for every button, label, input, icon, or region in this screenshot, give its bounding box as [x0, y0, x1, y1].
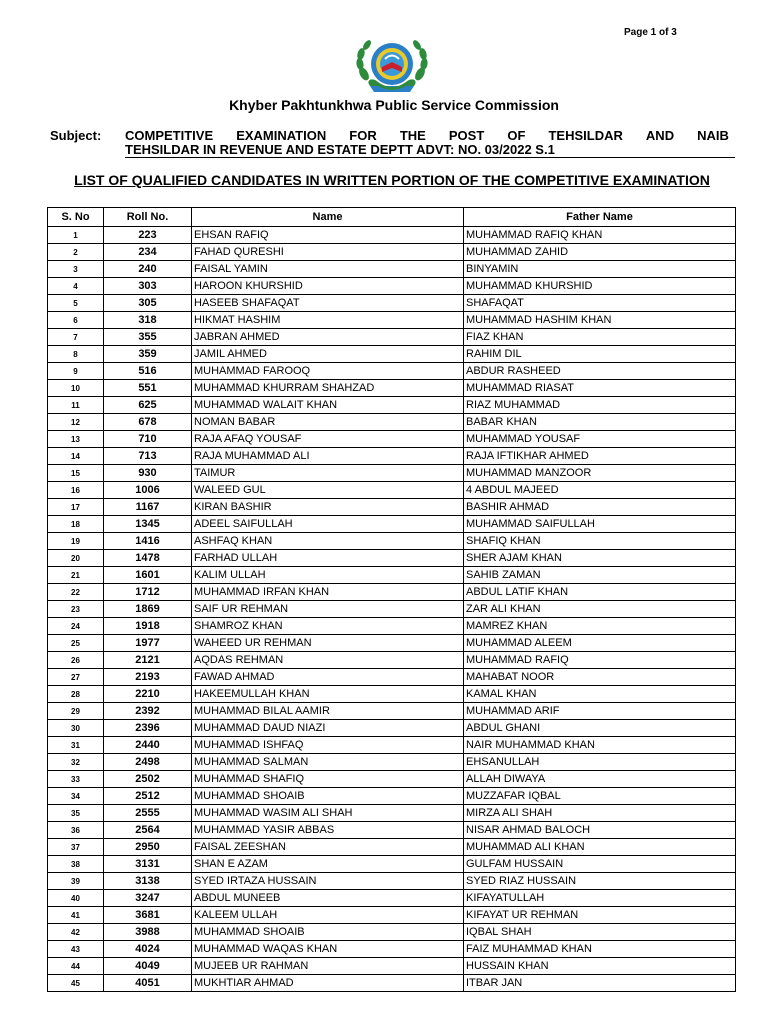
cell-father-name: GULFAM HUSSAIN [464, 856, 736, 873]
cell-sno: 37 [48, 839, 104, 856]
cell-roll-no: 4049 [104, 958, 192, 975]
cell-father-name: SHAFIQ KHAN [464, 533, 736, 550]
cell-sno: 34 [48, 788, 104, 805]
table-row [48, 431, 736, 448]
cell-roll-no: 516 [104, 363, 192, 380]
cell-roll-no: 1977 [104, 635, 192, 652]
cell-father-name: IQBAL SHAH [464, 924, 736, 941]
cell-father-name: KIFAYATULLAH [464, 890, 736, 907]
cell-sno: 19 [48, 533, 104, 550]
commission-name: Khyber Pakhtunkhwa Public Service Commission [229, 97, 559, 113]
cell-roll-no: 318 [104, 312, 192, 329]
cell-name: MUHAMMAD SHOAIB [192, 924, 464, 941]
cell-sno: 13 [48, 431, 104, 448]
column-header-sno: S. No [48, 208, 104, 227]
cell-roll-no: 303 [104, 278, 192, 295]
cell-sno: 32 [48, 754, 104, 771]
cell-sno: 1 [48, 227, 104, 244]
cell-roll-no: 2502 [104, 771, 192, 788]
column-header-name: Name [192, 208, 464, 227]
cell-father-name: HUSSAIN KHAN [464, 958, 736, 975]
subject-word: OF [507, 128, 526, 143]
table-row [48, 890, 736, 907]
cell-sno: 27 [48, 669, 104, 686]
cell-father-name: MUHAMMAD YOUSAF [464, 431, 736, 448]
column-header-father: Father Name [464, 208, 736, 227]
cell-name: MUHAMMAD ISHFAQ [192, 737, 464, 754]
cell-roll-no: 625 [104, 397, 192, 414]
cell-sno: 5 [48, 295, 104, 312]
cell-father-name: BINYAMIN [464, 261, 736, 278]
subject-word: EXAMINATION [236, 128, 327, 143]
cell-sno: 17 [48, 499, 104, 516]
cell-name: MUJEEB UR RAHMAN [192, 958, 464, 975]
cell-roll-no: 551 [104, 380, 192, 397]
cell-name: WAHEED UR REHMAN [192, 635, 464, 652]
table-row [48, 346, 736, 363]
cell-name: JABRAN AHMED [192, 329, 464, 346]
subject-word: FOR [349, 128, 377, 143]
cell-father-name: RAHIM DIL [464, 346, 736, 363]
cell-roll-no: 359 [104, 346, 192, 363]
cell-name: ASHFAQ KHAN [192, 533, 464, 550]
table-row [48, 771, 736, 788]
cell-sno: 23 [48, 601, 104, 618]
table-row [48, 516, 736, 533]
cell-father-name: BASHIR AHMAD [464, 499, 736, 516]
cell-name: KALIM ULLAH [192, 567, 464, 584]
cell-name: FAISAL YAMIN [192, 261, 464, 278]
cell-father-name: MUHAMMAD RAFIQ KHAN [464, 227, 736, 244]
table-row [48, 499, 736, 516]
cell-sno: 6 [48, 312, 104, 329]
cell-father-name: NAIR MUHAMMAD KHAN [464, 737, 736, 754]
table-row [48, 414, 736, 431]
cell-sno: 2 [48, 244, 104, 261]
cell-name: RAJA AFAQ YOUSAF [192, 431, 464, 448]
cell-roll-no: 930 [104, 465, 192, 482]
subject-word: AND [645, 128, 675, 143]
table-row [48, 380, 736, 397]
cell-name: TAIMUR [192, 465, 464, 482]
cell-sno: 38 [48, 856, 104, 873]
subject-label: Subject: [50, 128, 102, 143]
cell-roll-no: 1712 [104, 584, 192, 601]
cell-name: FAWAD AHMAD [192, 669, 464, 686]
cell-name: ABDUL MUNEEB [192, 890, 464, 907]
table-row [48, 312, 736, 329]
cell-name: WALEED GUL [192, 482, 464, 499]
table-row [48, 805, 736, 822]
table-row [48, 737, 736, 754]
table-row [48, 907, 736, 924]
cell-father-name: MUHAMMAD RAFIQ [464, 652, 736, 669]
table-row [48, 686, 736, 703]
cell-father-name: SHAFAQAT [464, 295, 736, 312]
cell-father-name: MUHAMMAD MANZOOR [464, 465, 736, 482]
cell-sno: 24 [48, 618, 104, 635]
table-row [48, 635, 736, 652]
cell-father-name: MAMREZ KHAN [464, 618, 736, 635]
cell-sno: 25 [48, 635, 104, 652]
table-row [48, 601, 736, 618]
cell-roll-no: 2392 [104, 703, 192, 720]
cell-name: SHAMROZ KHAN [192, 618, 464, 635]
cell-name: MUHAMMAD WALAIT KHAN [192, 397, 464, 414]
cell-father-name: BABAR KHAN [464, 414, 736, 431]
cell-sno: 20 [48, 550, 104, 567]
cell-father-name: SAHIB ZAMAN [464, 567, 736, 584]
cell-father-name: MAHABAT NOOR [464, 669, 736, 686]
cell-name: MUHAMMAD IRFAN KHAN [192, 584, 464, 601]
cell-sno: 7 [48, 329, 104, 346]
cell-sno: 4 [48, 278, 104, 295]
cell-father-name: MUHAMMAD ALEEM [464, 635, 736, 652]
kppsc-logo [352, 34, 432, 96]
cell-father-name: MUHAMMAD ZAHID [464, 244, 736, 261]
cell-roll-no: 1416 [104, 533, 192, 550]
cell-roll-no: 2193 [104, 669, 192, 686]
cell-roll-no: 234 [104, 244, 192, 261]
cell-sno: 28 [48, 686, 104, 703]
cell-name: FAISAL ZEESHAN [192, 839, 464, 856]
cell-roll-no: 240 [104, 261, 192, 278]
table-row [48, 652, 736, 669]
cell-roll-no: 678 [104, 414, 192, 431]
subject-line-1 [125, 128, 729, 143]
cell-father-name: ZAR ALI KHAN [464, 601, 736, 618]
cell-name: KIRAN BASHIR [192, 499, 464, 516]
table-row [48, 873, 736, 890]
subject-line-2: TEHSILDAR IN REVENUE AND ESTATE DEPTT ADVT: NO. 03/2022 S.1 [125, 143, 735, 158]
cell-roll-no: 1006 [104, 482, 192, 499]
cell-roll-no: 2564 [104, 822, 192, 839]
table-row [48, 329, 736, 346]
table-row [48, 975, 736, 992]
table-row [48, 584, 736, 601]
cell-father-name: FAIZ MUHAMMAD KHAN [464, 941, 736, 958]
cell-roll-no: 710 [104, 431, 192, 448]
cell-father-name: FIAZ KHAN [464, 329, 736, 346]
cell-name: AQDAS REHMAN [192, 652, 464, 669]
cell-name: MUKHTIAR AHMAD [192, 975, 464, 992]
cell-name: MUHAMMAD KHURRAM SHAHZAD [192, 380, 464, 397]
cell-sno: 43 [48, 941, 104, 958]
cell-roll-no: 1601 [104, 567, 192, 584]
cell-roll-no: 3681 [104, 907, 192, 924]
cell-sno: 9 [48, 363, 104, 380]
cell-roll-no: 2396 [104, 720, 192, 737]
cell-sno: 21 [48, 567, 104, 584]
cell-sno: 42 [48, 924, 104, 941]
cell-father-name: NISAR AHMAD BALOCH [464, 822, 736, 839]
cell-roll-no: 355 [104, 329, 192, 346]
table-row [48, 839, 736, 856]
cell-sno: 16 [48, 482, 104, 499]
cell-father-name: MUHAMMAD ARIF [464, 703, 736, 720]
cell-father-name: 4 ABDUL MAJEED [464, 482, 736, 499]
table-row [48, 278, 736, 295]
cell-father-name: MUHAMMAD RIASAT [464, 380, 736, 397]
cell-roll-no: 4051 [104, 975, 192, 992]
table-row [48, 397, 736, 414]
table-row [48, 720, 736, 737]
table-row [48, 703, 736, 720]
cell-name: MUHAMMAD DAUD NIAZI [192, 720, 464, 737]
cell-name: ADEEL SAIFULLAH [192, 516, 464, 533]
cell-name: MUHAMMAD WASIM ALI SHAH [192, 805, 464, 822]
cell-sno: 15 [48, 465, 104, 482]
table-body [48, 227, 736, 992]
cell-sno: 29 [48, 703, 104, 720]
cell-father-name: SYED RIAZ HUSSAIN [464, 873, 736, 890]
cell-sno: 10 [48, 380, 104, 397]
cell-roll-no: 2210 [104, 686, 192, 703]
table-row [48, 363, 736, 380]
cell-name: MUHAMMAD YASIR ABBAS [192, 822, 464, 839]
table-row [48, 550, 736, 567]
table-row [48, 669, 736, 686]
cell-sno: 31 [48, 737, 104, 754]
cell-father-name: MUHAMMAD ALI KHAN [464, 839, 736, 856]
cell-sno: 45 [48, 975, 104, 992]
list-title [48, 172, 736, 189]
table-row [48, 822, 736, 839]
cell-sno: 36 [48, 822, 104, 839]
cell-name: MUHAMMAD SALMAN [192, 754, 464, 771]
table-row [48, 754, 736, 771]
table-header-row [48, 208, 736, 227]
cell-name: HAKEEMULLAH KHAN [192, 686, 464, 703]
cell-father-name: RAJA IFTIKHAR AHMED [464, 448, 736, 465]
cell-name: MUHAMMAD SHAFIQ [192, 771, 464, 788]
table-row [48, 295, 736, 312]
cell-sno: 11 [48, 397, 104, 414]
cell-roll-no: 713 [104, 448, 192, 465]
cell-sno: 18 [48, 516, 104, 533]
table-row [48, 567, 736, 584]
cell-father-name: ABDUL GHANI [464, 720, 736, 737]
cell-father-name: ITBAR JAN [464, 975, 736, 992]
cell-name: KALEEM ULLAH [192, 907, 464, 924]
cell-sno: 22 [48, 584, 104, 601]
table-row [48, 465, 736, 482]
table-row [48, 788, 736, 805]
table-row [48, 244, 736, 261]
cell-father-name: KAMAL KHAN [464, 686, 736, 703]
cell-father-name: MIRZA ALI SHAH [464, 805, 736, 822]
table-row [48, 618, 736, 635]
cell-name: MUHAMMAD SHOAIB [192, 788, 464, 805]
cell-sno: 39 [48, 873, 104, 890]
cell-roll-no: 2555 [104, 805, 192, 822]
cell-sno: 12 [48, 414, 104, 431]
table-row [48, 227, 736, 244]
cell-roll-no: 3131 [104, 856, 192, 873]
cell-name: MUHAMMAD FAROOQ [192, 363, 464, 380]
cell-sno: 8 [48, 346, 104, 363]
cell-roll-no: 2950 [104, 839, 192, 856]
page-number: Page 1 of 3 [624, 27, 677, 38]
cell-name: HIKMAT HASHIM [192, 312, 464, 329]
cell-name: HASEEB SHAFAQAT [192, 295, 464, 312]
cell-father-name: ABDUL LATIF KHAN [464, 584, 736, 601]
cell-father-name: ABDUR RASHEED [464, 363, 736, 380]
qualified-candidates-table [47, 207, 736, 992]
cell-roll-no: 1478 [104, 550, 192, 567]
cell-name: SYED IRTAZA HUSSAIN [192, 873, 464, 890]
table-row [48, 448, 736, 465]
cell-roll-no: 223 [104, 227, 192, 244]
cell-father-name: SHER AJAM KHAN [464, 550, 736, 567]
cell-roll-no: 3138 [104, 873, 192, 890]
cell-father-name: KIFAYAT UR REHMAN [464, 907, 736, 924]
subject-word: POST [448, 128, 485, 143]
cell-roll-no: 1918 [104, 618, 192, 635]
table-row [48, 924, 736, 941]
subject-word: NAIB [697, 128, 729, 143]
cell-name: RAJA MUHAMMAD ALI [192, 448, 464, 465]
cell-name: NOMAN BABAR [192, 414, 464, 431]
cell-father-name: ALLAH DIWAYA [464, 771, 736, 788]
list-title-text: LIST OF QUALIFIED CANDIDATES IN WRITTEN PORTION OF THE COMPETITIVE EXAMINATION [74, 172, 710, 188]
cell-father-name: MUHAMMAD HASHIM KHAN [464, 312, 736, 329]
cell-roll-no: 2121 [104, 652, 192, 669]
subject-word: THE [399, 128, 426, 143]
table-row [48, 261, 736, 278]
subject-word: COMPETITIVE [125, 128, 214, 143]
cell-roll-no: 2512 [104, 788, 192, 805]
subject-word: TEHSILDAR [548, 128, 623, 143]
table-row [48, 482, 736, 499]
cell-sno: 14 [48, 448, 104, 465]
cell-sno: 41 [48, 907, 104, 924]
cell-father-name: EHSANULLAH [464, 754, 736, 771]
cell-roll-no: 1869 [104, 601, 192, 618]
table-row [48, 958, 736, 975]
cell-roll-no: 1345 [104, 516, 192, 533]
column-header-roll: Roll No. [104, 208, 192, 227]
cell-father-name: MUHAMMAD SAIFULLAH [464, 516, 736, 533]
cell-name: FAHAD QURESHI [192, 244, 464, 261]
cell-roll-no: 305 [104, 295, 192, 312]
cell-sno: 3 [48, 261, 104, 278]
cell-sno: 44 [48, 958, 104, 975]
table-row [48, 941, 736, 958]
cell-roll-no: 2498 [104, 754, 192, 771]
cell-name: FARHAD ULLAH [192, 550, 464, 567]
cell-sno: 30 [48, 720, 104, 737]
cell-sno: 40 [48, 890, 104, 907]
table-row [48, 533, 736, 550]
cell-sno: 35 [48, 805, 104, 822]
cell-roll-no: 1167 [104, 499, 192, 516]
cell-roll-no: 4024 [104, 941, 192, 958]
cell-name: JAMIL AHMED [192, 346, 464, 363]
cell-name: HAROON KHURSHID [192, 278, 464, 295]
cell-name: MUHAMMAD BILAL AAMIR [192, 703, 464, 720]
cell-roll-no: 2440 [104, 737, 192, 754]
cell-roll-no: 3247 [104, 890, 192, 907]
cell-name: MUHAMMAD WAQAS KHAN [192, 941, 464, 958]
cell-father-name: MUZZAFAR IQBAL [464, 788, 736, 805]
cell-name: SHAN E AZAM [192, 856, 464, 873]
cell-roll-no: 3988 [104, 924, 192, 941]
cell-father-name: MUHAMMAD KHURSHID [464, 278, 736, 295]
cell-name: EHSAN RAFIQ [192, 227, 464, 244]
cell-father-name: RIAZ MUHAMMAD [464, 397, 736, 414]
table-row [48, 856, 736, 873]
cell-sno: 33 [48, 771, 104, 788]
cell-name: SAIF UR REHMAN [192, 601, 464, 618]
cell-sno: 26 [48, 652, 104, 669]
